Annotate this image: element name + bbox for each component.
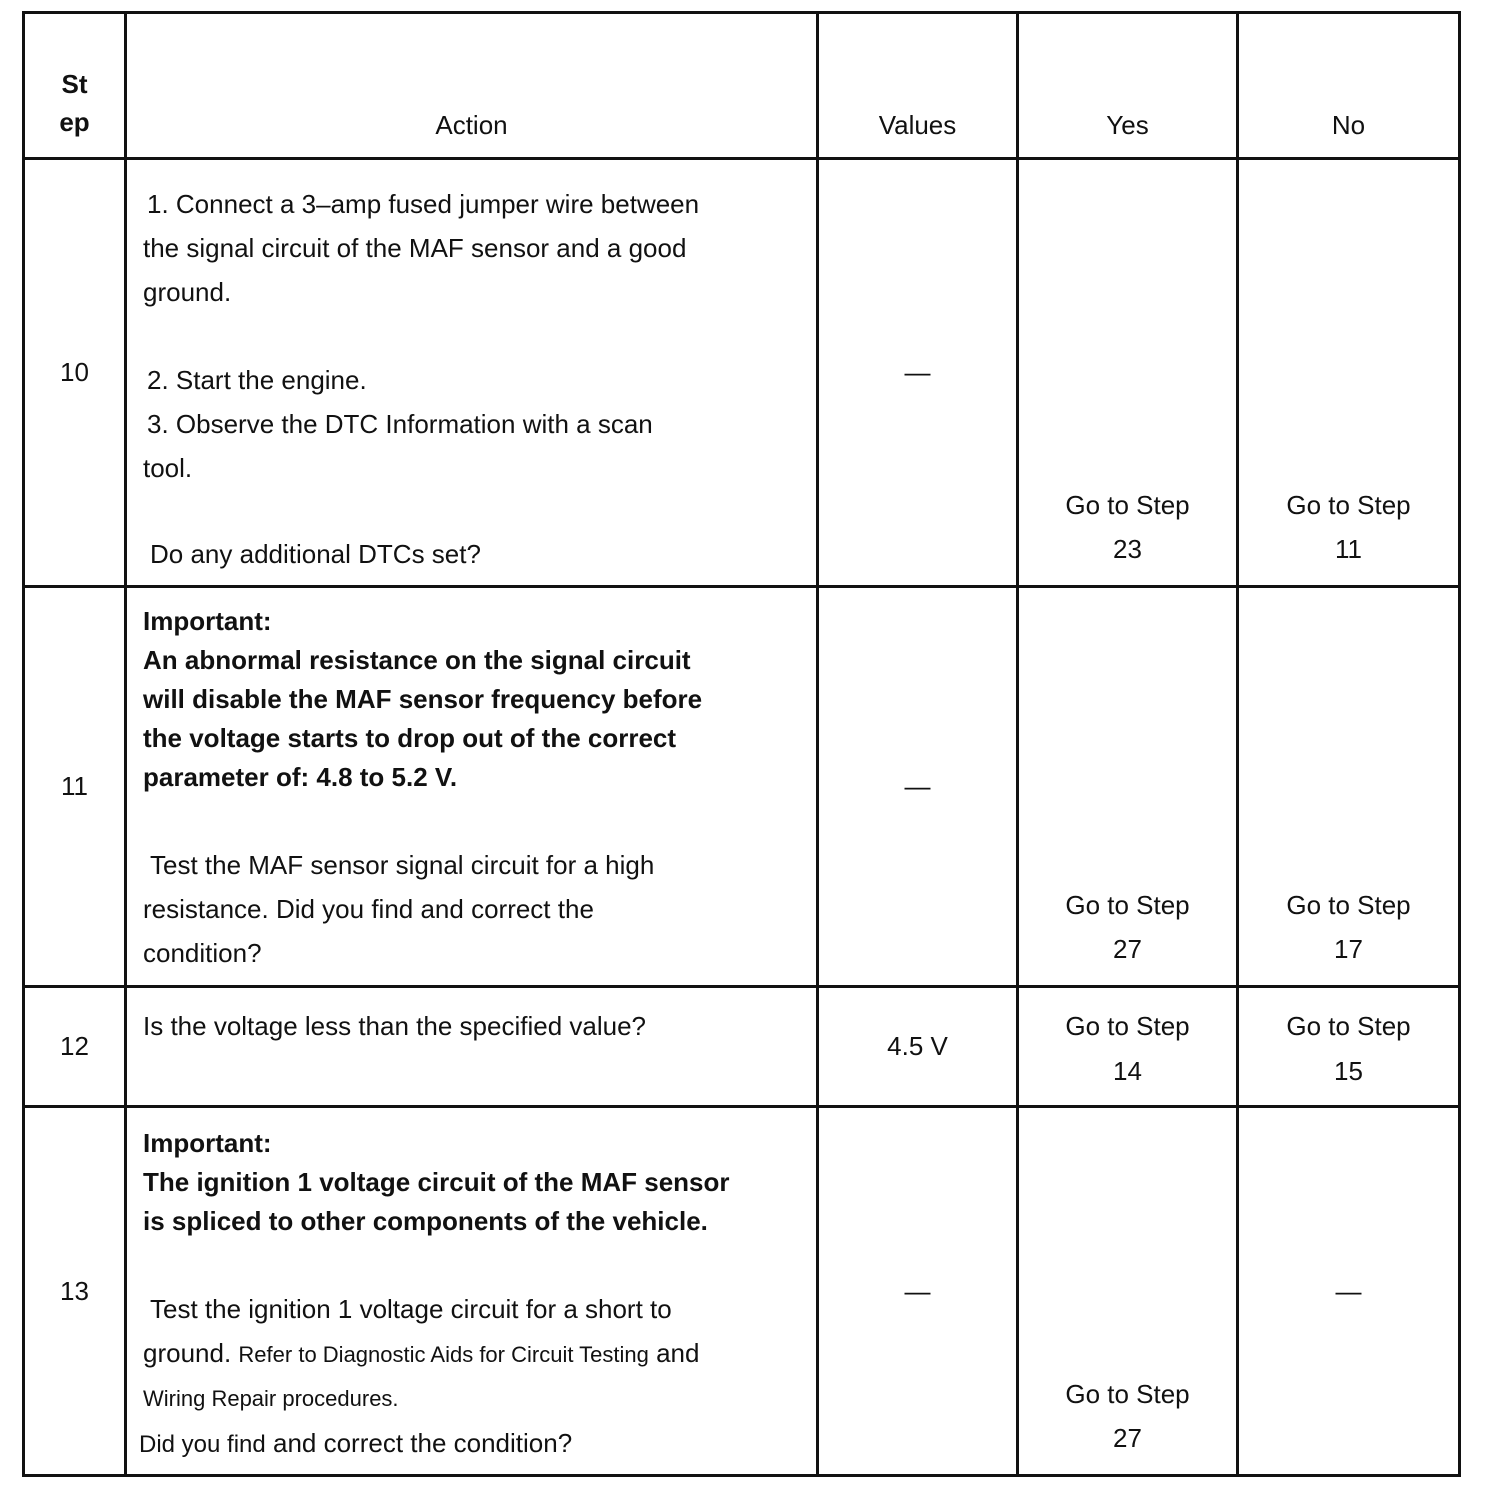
- step-number: 12: [24, 987, 126, 1107]
- yes-cell: Go to Step 27: [1018, 587, 1238, 987]
- header-no: No: [1238, 13, 1460, 159]
- header-values: Values: [818, 13, 1018, 159]
- no-cell: Go to Step 15: [1238, 987, 1460, 1107]
- step-number: 13: [24, 1107, 126, 1476]
- table-row: [24, 587, 1460, 987]
- value-cell: —: [818, 159, 1018, 587]
- header-row: [24, 13, 1460, 159]
- action-cell: Is the voltage less than the specified value?: [126, 987, 818, 1107]
- table-row: [24, 1107, 1460, 1476]
- header-yes: Yes: [1018, 13, 1238, 159]
- action-cell: 1. Connect a 3–amp fused jumper wire between the signal circuit of the MAF sensor and a good ground. 2. Start the engine. 3. Observe the DTC Information with a scan tool. Do any additional DTCs set?: [126, 159, 818, 587]
- header-action: Action: [126, 13, 818, 159]
- step-number: 11: [24, 587, 126, 987]
- yes-cell: Go to Step 23: [1018, 159, 1238, 587]
- no-cell: Go to Step 17: [1238, 587, 1460, 987]
- diagnostic-table: [22, 11, 1461, 1477]
- yes-cell: Go to Step 27: [1018, 1107, 1238, 1476]
- yes-cell: Go to Step 14: [1018, 987, 1238, 1107]
- action-cell: Important: The ignition 1 voltage circuit of the MAF sensor is spliced to other components of the vehicle. Test the ignition 1 voltage circuit for a short to ground. Refer to Diagnostic Aids for Circuit Testing and Wiring Repair procedures. Did you find and correct the condition?: [126, 1107, 818, 1476]
- no-cell: —: [1238, 1107, 1460, 1476]
- value-cell: —: [818, 1107, 1018, 1476]
- action-cell: Important: An abnormal resistance on the signal circuit will disable the MAF sensor frequency before the voltage starts to drop out of the correct parameter of: 4.8 to 5.2 V. Test the MAF sensor signal circuit for a high resistance. Did you find and correct the condition?: [126, 587, 818, 987]
- step-number: 10: [24, 159, 126, 587]
- table-row: [24, 987, 1460, 1107]
- header-step: St ep: [24, 13, 126, 159]
- no-cell: Go to Step 11: [1238, 159, 1460, 587]
- value-cell: —: [818, 587, 1018, 987]
- table-row: [24, 159, 1460, 587]
- value-cell: 4.5 V: [818, 987, 1018, 1107]
